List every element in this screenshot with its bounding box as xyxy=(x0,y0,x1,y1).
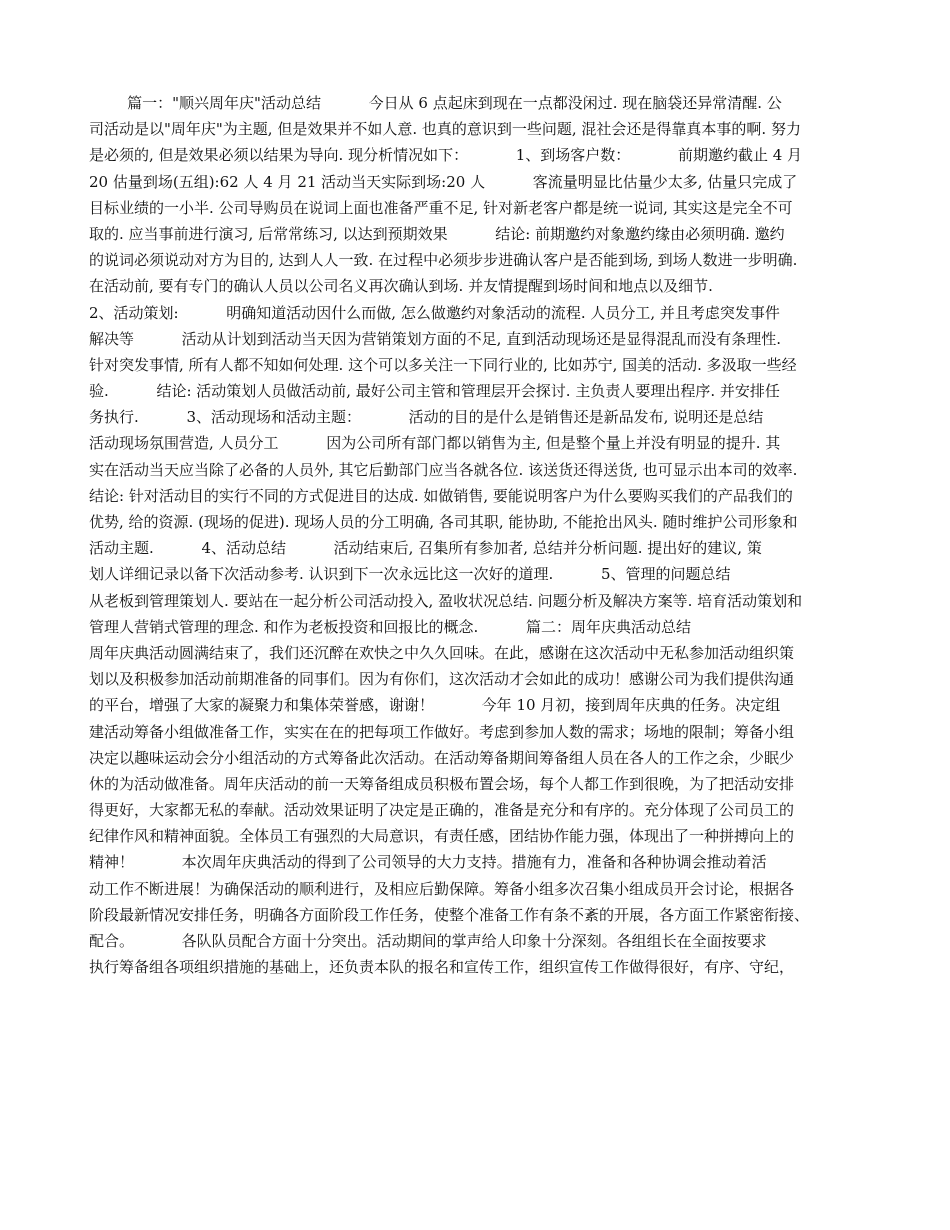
text-line: 针对突发事情, 所有人都不知如何处理. 这个可以多关注一下同行业的, 比如苏宁, 国美的活动. 多汲取一些经 xyxy=(89,355,797,374)
text-line: 得更好，大家都无私的奉献。活动效果证明了决定是正确的，准备是充分和有序的。充分体现了公司员工的 xyxy=(89,801,795,820)
text-line: 划人详细记录以备下次活动参考. 认识到下一次永远比这一次好的道理. 5、管理的问题总结 xyxy=(89,565,731,584)
text-line: 优势, 给的资源. (现场的促进). 现场人员的分工明确, 各司其职, 能协助, 不能抢出风头. 随时维护公司形象和 xyxy=(89,513,798,531)
text-line: 在活动前, 要有专门的确认人员以公司名义再次确认到场. 并友情提醒到场时间和地点以及细节. xyxy=(89,277,713,296)
text-line: 目标业绩的一小半. 公司导购员在说词上面也准备严重不足, 针对新老客户都是统一说词, 其实这是完全不可 xyxy=(89,198,793,217)
document-body xyxy=(89,90,864,980)
text-line: 务执行. 3、活动现场和活动主题： 活动的目的是什么是销售还是新品发布, 说明还是总结 xyxy=(89,408,764,427)
text-line: 是必须的, 但是效果必须以结果为导向. 现分析情况如下： 1、到场客户数： 前期邀约截止 4 月 xyxy=(89,146,803,165)
text-line: 动工作不断进展！为确保活动的顺利进行，及相应后勤保障。筹备小组多次召集小组成员开会讨论，根据各 xyxy=(89,879,795,898)
text-line: 解决等 活动从计划到活动当天因为营销策划方面的不足, 直到活动现场还是显得混乱而没有条理性. xyxy=(89,329,781,348)
text-line: 取的. 应当事前进行演习, 后常常练习, 以达到预期效果 结论: 前期邀约对象邀约缘由必须明确. 邀约 xyxy=(89,224,785,243)
text-line: 的平台，增强了大家的凝聚力和集体荣誉感，谢谢！ 今年 10 月初，接到周年庆典的任务。决定组 xyxy=(89,696,781,715)
text-line: 从老板到管理策划人. 要站在一起分析公司活动投入, 盈收状况总结. 问题分析及解决方案等. 培育活动策划和 xyxy=(89,591,803,610)
text-line: 管理人营销式管理的理念. 和作为老板投资和回报比的概念. 篇二：周年庆典活动总结 xyxy=(89,617,691,636)
text-line: 决定以趣味运动会分小组活动的方式筹备此次活动。在活动筹备期间筹备组人员在各人的工作之余，少眠少 xyxy=(89,748,795,767)
text-line: 篇一："顺兴周年庆"活动总结 今日从 6 点起床到现在一点都没闲过. 现在脑袋还异常清醒. 公 xyxy=(89,94,782,112)
text-line: 结论: 针对活动目的实行不同的方式促进目的达成. 如做销售, 要能说明客户为什么要购买我们的产品我们的 xyxy=(89,486,793,505)
text-line: 2、活动策划: 明确知道活动因什么而做, 怎么做邀约对象活动的流程. 人员分工, 并且考虑突发事件 xyxy=(89,303,780,322)
text-line: 划以及积极参加活动前期准备的同事们。因为有你们，这次活动才会如此的成功！感谢公司为我们提供沟通 xyxy=(89,670,795,689)
text-line: 建活动筹备小组做准备工作，实实在在的把每项工作做好。考虑到参加人数的需求；场地的限制；筹备小组 xyxy=(89,722,795,741)
text-line: 20 估量到场(五组):62 人 4 月 21 活动当天实际到场:20 人 客流量明显比估量少太多, 估量只完成了 xyxy=(89,172,798,191)
text-line: 精神！ 本次周年庆典活动的得到了公司领导的大力支持。措施有力，准备和各种协调会推动着活 xyxy=(89,853,767,872)
text-line: 纪律作风和精神面貌。全体员工有强烈的大局意识，有责任感，团结协作能力强，体现出了一种拼搏向上的 xyxy=(89,827,795,846)
text-line: 验. 结论: 活动策划人员做活动前, 最好公司主管和管理层开会探讨. 主负责人要理出程序. 并安排任 xyxy=(89,382,780,401)
text-line: 配合。 各队队员配合方面十分突出。活动期间的掌声给人印象十分深刻。各组组长在全面按要求 xyxy=(89,932,767,950)
text-line: 活动现场氛围营造, 人员分工 因为公司所有部门都以销售为主, 但是整个量上并没有明显的提升. 其 xyxy=(89,434,781,453)
text-line: 周年庆典活动圆满结束了，我们还沉醉在欢快之中久久回味。在此，感谢在这次活动中无私参加活动组织策 xyxy=(89,643,795,662)
text-line: 实在活动当天应当除了必备的人员外, 其它后勤部门应当各就各位. 该送货还得送货, 也可显示出本司的效率. xyxy=(89,460,798,479)
text-line: 活动主题. 4、活动总结 活动结束后, 召集所有参加者, 总结并分析问题. 提出好的建议, 策 xyxy=(89,539,762,558)
text-line: 的说词必须说动对方为目的, 达到人人一致. 在过程中必须步步进确认客户是否能到场, 到场人数进一步明确. xyxy=(89,251,798,270)
text-line: 休的为活动做准备。周年庆活动的前一天筹备组成员积极布置会场，每个人都工作到很晚，为了把活动安排 xyxy=(89,774,795,793)
text-line: 执行筹备组各项组织措施的基础上，还负责本队的报名和宣传工作，组织宣传工作做得很好，有序、守纪， xyxy=(89,958,795,977)
text-line: 司活动是以"周年庆"为主题, 但是效果并不如人意. 也真的意识到一些问题, 混社会还是得靠真本事的啊. 努力 xyxy=(89,120,801,139)
text-line: 阶段最新情况安排任务，明确各方面阶段工作任务，使整个准备工作有条不紊的开展，各方面工作紧密衔接、 xyxy=(89,905,810,924)
